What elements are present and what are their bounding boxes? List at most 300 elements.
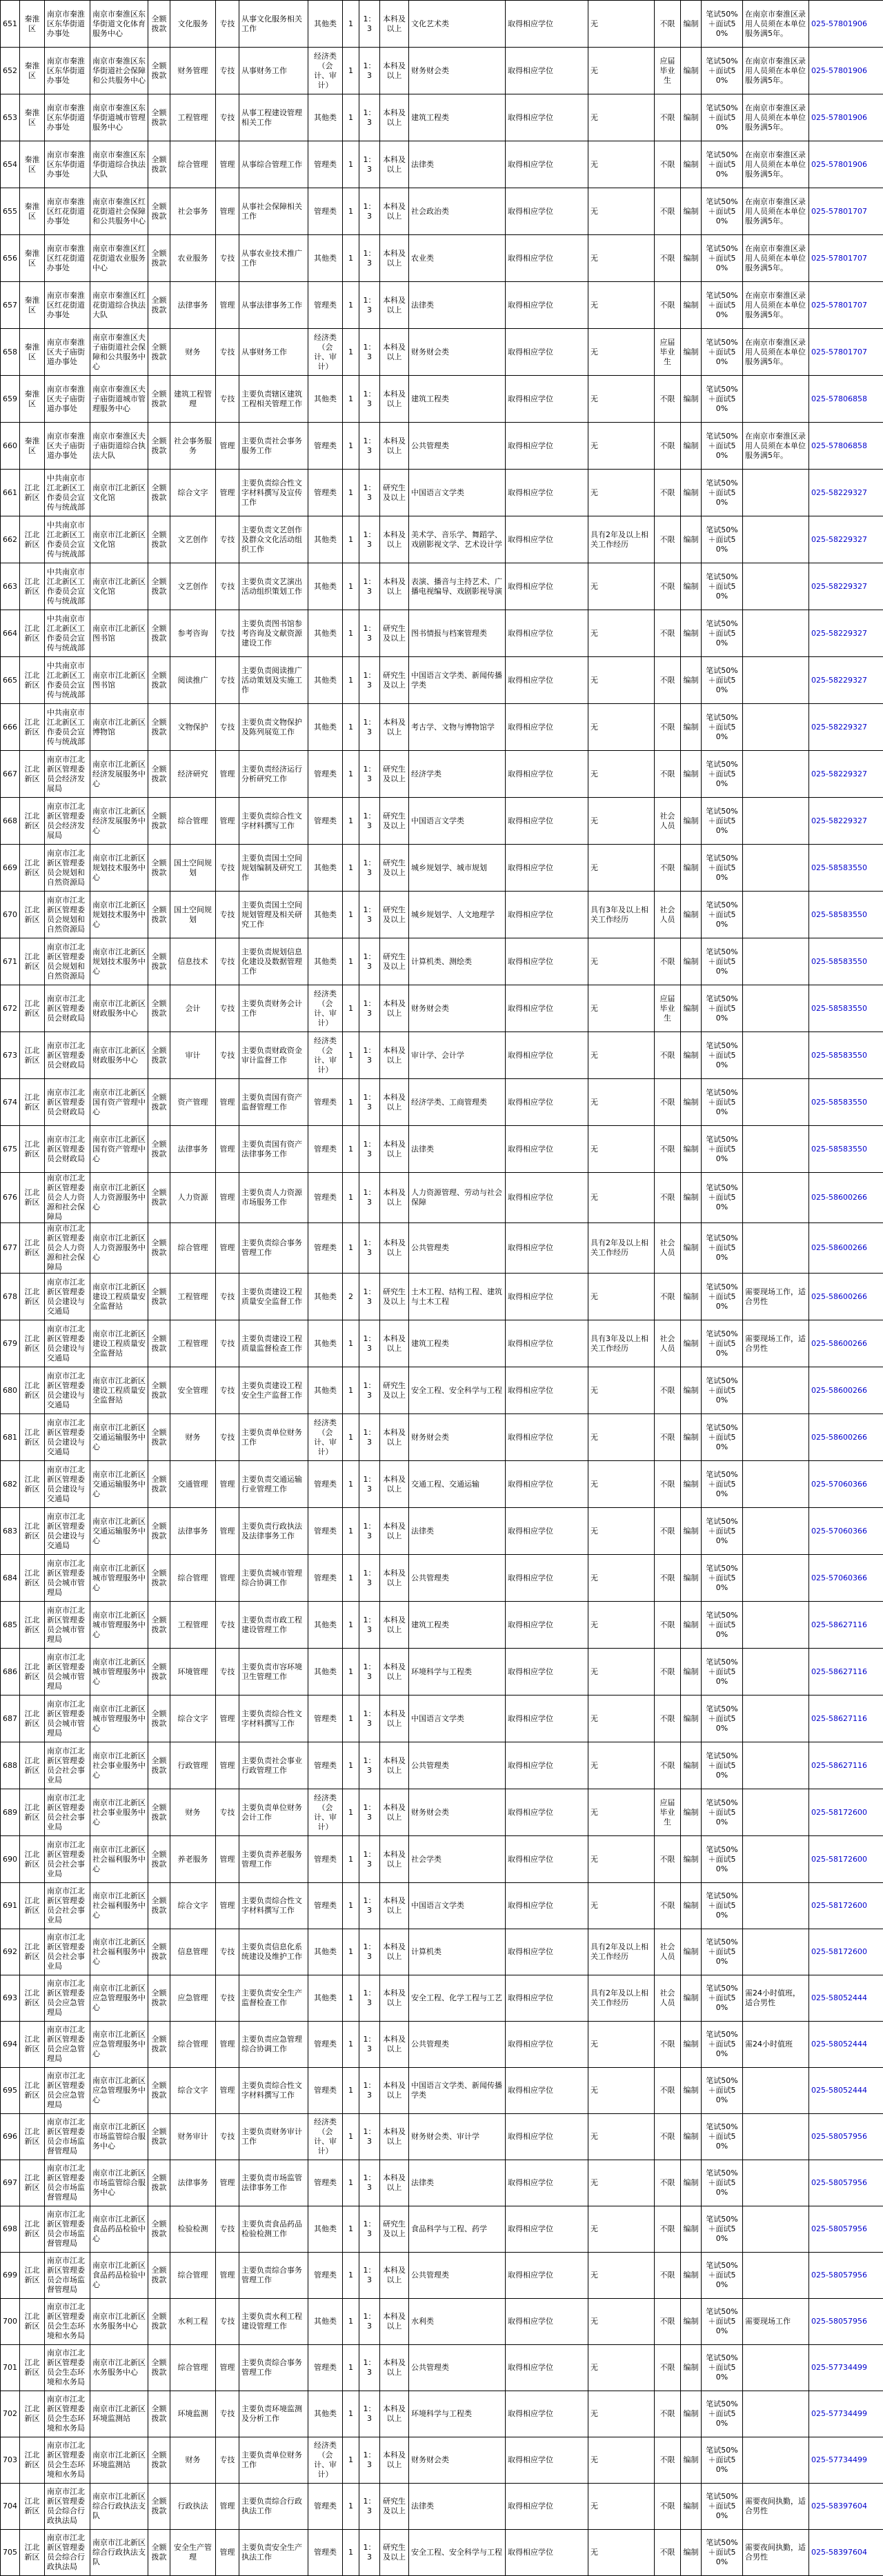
interview-ratio-cell: 1：3 [359, 2114, 380, 2160]
education-cell: 本科及以上 [380, 1223, 409, 1274]
position-code-cell: 699 [1, 2253, 20, 2299]
education-cell: 研究生及以上 [380, 938, 409, 985]
competent-department-cell: 南京市江北新区管理委员会生态环境和水务局 [45, 2437, 90, 2484]
competent-department-cell: 南京市秦淮区红花街道办事处 [45, 282, 90, 329]
competent-department-cell: 南京市江北新区管理委员会规划和自然资源局 [45, 938, 90, 985]
interview-ratio-cell: 1：3 [359, 610, 380, 657]
major-cell: 建筑工程类 [409, 1320, 506, 1367]
exam-category-cell: 管理类 [308, 1173, 343, 1223]
applicant-type-cell: 不限 [655, 516, 681, 563]
contact-phone-cell: 025-58229327 [809, 470, 883, 516]
staffing-cell: 编制 [681, 2068, 702, 2114]
position-category-cell: 管理 [216, 1508, 239, 1555]
interview-ratio-cell: 1：3 [359, 1883, 380, 1929]
funding-type-cell: 全额拨款 [148, 704, 170, 751]
remarks-cell [743, 1032, 809, 1079]
exam-category-cell: 其他类 [308, 1, 343, 48]
district-cell: 江北新区 [20, 470, 45, 516]
other-requirements-cell: 无 [588, 1602, 655, 1649]
headcount-cell: 1 [343, 2068, 359, 2114]
headcount-cell: 1 [343, 1367, 359, 1414]
position-category-cell: 专技 [216, 704, 239, 751]
exam-category-cell: 管理类 [308, 2253, 343, 2299]
exam-category-cell: 经济类（会计、审计） [308, 985, 343, 1032]
exam-method-cell: 笔试50%＋面试50% [702, 2345, 743, 2391]
exam-method-cell: 笔试50%＋面试50% [702, 1836, 743, 1883]
district-cell: 江北新区 [20, 610, 45, 657]
education-cell: 本科及以上 [380, 985, 409, 1032]
district-cell: 江北新区 [20, 1367, 45, 1414]
education-cell: 本科及以上 [380, 1649, 409, 1695]
position-code-cell: 651 [1, 1, 20, 48]
degree-cell: 取得相应学位 [506, 2114, 588, 2160]
competent-department-cell: 南京市江北新区管理委员会社会事业局 [45, 1836, 90, 1883]
contact-phone-cell: 025-58057956 [809, 2114, 883, 2160]
education-cell: 研究生及以上 [380, 845, 409, 892]
position-description-cell: 主要负责阅读推广活动策划及实施工作 [239, 657, 308, 704]
education-cell: 研究生及以上 [380, 1367, 409, 1414]
staffing-cell: 编制 [681, 1929, 702, 1975]
exam-category-cell: 经济类（会计、审计） [308, 1789, 343, 1836]
applicant-type-cell: 社会人员 [655, 892, 681, 938]
degree-cell: 取得相应学位 [506, 1126, 588, 1173]
position-description-cell: 主要负责综合行政执法工作 [239, 2484, 308, 2530]
major-cell: 城乡规划学、人文地理学 [409, 892, 506, 938]
competent-department-cell: 南京市江北新区管理委员会建设与交通局 [45, 1274, 90, 1320]
table-row [1, 2160, 883, 2206]
major-cell: 财务财会类 [409, 1789, 506, 1836]
other-requirements-cell: 无 [588, 2484, 655, 2530]
degree-cell: 取得相应学位 [506, 1789, 588, 1836]
competent-department-cell: 南京市秦淮区东华街道办事处 [45, 141, 90, 188]
exam-category-cell: 其他类 [308, 845, 343, 892]
table-row [1, 1274, 883, 1320]
contact-phone-cell: 025-57801707 [809, 235, 883, 282]
headcount-cell: 1 [343, 1126, 359, 1173]
major-cell: 财务财会类 [409, 48, 506, 94]
other-requirements-cell: 无 [588, 1414, 655, 1461]
education-cell: 本科及以上 [380, 141, 409, 188]
position-description-cell: 主要负责综合性文字材料撰写工作 [239, 1695, 308, 1742]
position-category-cell: 专技 [216, 1367, 239, 1414]
applicant-type-cell: 不限 [655, 1126, 681, 1173]
exam-method-cell: 笔试50%＋面试50% [702, 563, 743, 610]
hiring-unit-cell: 南京市江北新区交通运输服务中心 [90, 1414, 148, 1461]
interview-ratio-cell: 1：3 [359, 423, 380, 470]
position-category-cell: 管理 [216, 2484, 239, 2530]
exam-category-cell: 经济类（会计、审计） [308, 2437, 343, 2484]
hiring-unit-cell: 南京市江北新区社会福利服务中心 [90, 1883, 148, 1929]
degree-cell: 取得相应学位 [506, 892, 588, 938]
other-requirements-cell: 无 [588, 751, 655, 798]
position-name-cell: 财务 [170, 1789, 216, 1836]
exam-method-cell: 笔试50%＋面试50% [702, 1975, 743, 2022]
remarks-cell [743, 1367, 809, 1414]
interview-ratio-cell: 1：3 [359, 1789, 380, 1836]
education-cell: 研究生及以上 [380, 798, 409, 845]
staffing-cell: 编制 [681, 751, 702, 798]
position-description-cell: 主要负责综合性文字材料撰写工作 [239, 2068, 308, 2114]
position-name-cell: 阅读推广 [170, 657, 216, 704]
position-category-cell: 专技 [216, 985, 239, 1032]
remarks-cell [743, 1414, 809, 1461]
table-row [1, 1223, 883, 1274]
contact-phone-cell: 025-57060366 [809, 1555, 883, 1602]
applicant-type-cell: 不限 [655, 1649, 681, 1695]
remarks-cell [743, 2345, 809, 2391]
contact-phone-cell: 025-58229327 [809, 657, 883, 704]
position-category-cell: 专技 [216, 2391, 239, 2437]
education-cell: 本科及以上 [380, 2068, 409, 2114]
table-row [1, 2114, 883, 2160]
position-code-cell: 660 [1, 423, 20, 470]
exam-category-cell: 管理类 [308, 1836, 343, 1883]
remarks-cell [743, 1555, 809, 1602]
table-row [1, 1742, 883, 1789]
contact-phone-cell: 025-58172600 [809, 1929, 883, 1975]
hiring-unit-cell: 南京市秦淮区红花街道农业服务中心 [90, 235, 148, 282]
interview-ratio-cell: 1：3 [359, 141, 380, 188]
funding-type-cell: 全额拨款 [148, 985, 170, 1032]
applicant-type-cell: 不限 [655, 751, 681, 798]
degree-cell: 取得相应学位 [506, 1929, 588, 1975]
position-category-cell: 管理 [216, 1223, 239, 1274]
exam-method-cell: 笔试50%＋面试50% [702, 610, 743, 657]
education-cell: 本科及以上 [380, 376, 409, 423]
competent-department-cell: 南京市江北新区管理委员会综合行政执法局 [45, 2484, 90, 2530]
district-cell: 江北新区 [20, 1508, 45, 1555]
position-name-cell: 工程管理 [170, 94, 216, 141]
funding-type-cell: 全额拨款 [148, 235, 170, 282]
position-code-cell: 674 [1, 1079, 20, 1126]
contact-phone-cell: 025-58583550 [809, 892, 883, 938]
remarks-cell [743, 1836, 809, 1883]
degree-cell: 取得相应学位 [506, 610, 588, 657]
position-code-cell: 670 [1, 892, 20, 938]
position-name-cell: 农业服务 [170, 235, 216, 282]
exam-category-cell: 管理类 [308, 1883, 343, 1929]
exam-category-cell: 管理类 [308, 798, 343, 845]
remarks-cell [743, 1223, 809, 1274]
position-code-cell: 679 [1, 1320, 20, 1367]
table-row [1, 1173, 883, 1223]
contact-phone-cell: 025-58583550 [809, 845, 883, 892]
exam-method-cell: 笔试50%＋面试50% [702, 48, 743, 94]
applicant-type-cell: 不限 [655, 2022, 681, 2068]
degree-cell: 取得相应学位 [506, 1079, 588, 1126]
district-cell: 秦淮区 [20, 94, 45, 141]
position-name-cell: 国土空间规划 [170, 892, 216, 938]
hiring-unit-cell: 南京市江北新区财政服务中心 [90, 985, 148, 1032]
position-description-cell: 主要负责综合性文字材料撰写及宣传工作 [239, 470, 308, 516]
contact-phone-cell: 025-58627116 [809, 1742, 883, 1789]
applicant-type-cell: 不限 [655, 1, 681, 48]
position-category-cell: 管理 [216, 1883, 239, 1929]
position-description-cell: 主要负责辖区建筑工程相关管理工作 [239, 376, 308, 423]
major-cell: 经济学类、工商管理类 [409, 1079, 506, 1126]
funding-type-cell: 全额拨款 [148, 423, 170, 470]
position-name-cell: 交通管理 [170, 1461, 216, 1508]
education-cell: 研究生及以上 [380, 470, 409, 516]
funding-type-cell: 全额拨款 [148, 1173, 170, 1223]
position-name-cell: 文艺创作 [170, 516, 216, 563]
position-code-cell: 655 [1, 188, 20, 235]
position-description-cell: 主要负责社会事务服务工作 [239, 423, 308, 470]
other-requirements-cell: 无 [588, 1173, 655, 1223]
applicant-type-cell: 应届毕业生 [655, 48, 681, 94]
contact-phone-cell: 025-58397604 [809, 2530, 883, 2576]
major-cell: 中国语言文学类 [409, 798, 506, 845]
remarks-cell [743, 563, 809, 610]
interview-ratio-cell: 1：3 [359, 1602, 380, 1649]
position-category-cell: 专技 [216, 2114, 239, 2160]
exam-method-cell: 笔试50%＋面试50% [702, 2391, 743, 2437]
funding-type-cell: 全额拨款 [148, 1, 170, 48]
funding-type-cell: 全额拨款 [148, 1883, 170, 1929]
contact-phone-cell: 025-57806858 [809, 376, 883, 423]
position-name-cell: 水利工程 [170, 2299, 216, 2345]
funding-type-cell: 全额拨款 [148, 2114, 170, 2160]
position-name-cell: 行政管理 [170, 1742, 216, 1789]
staffing-cell: 编制 [681, 985, 702, 1032]
headcount-cell: 1 [343, 1, 359, 48]
contact-phone-cell: 025-58583550 [809, 1126, 883, 1173]
competent-department-cell: 中共南京市江北新区工作委员会宣传与统战部 [45, 470, 90, 516]
exam-category-cell: 管理类 [308, 2068, 343, 2114]
funding-type-cell: 全额拨款 [148, 2206, 170, 2253]
applicant-type-cell: 不限 [655, 2068, 681, 2114]
table-row [1, 985, 883, 1032]
position-code-cell: 668 [1, 798, 20, 845]
degree-cell: 取得相应学位 [506, 329, 588, 376]
interview-ratio-cell: 1：3 [359, 2484, 380, 2530]
funding-type-cell: 全额拨款 [148, 1032, 170, 1079]
exam-method-cell: 笔试50%＋面试50% [702, 1555, 743, 1602]
degree-cell: 取得相应学位 [506, 2299, 588, 2345]
hiring-unit-cell: 南京市江北新区文化馆 [90, 470, 148, 516]
position-name-cell: 社会事务服务 [170, 423, 216, 470]
exam-category-cell: 其他类 [308, 1274, 343, 1320]
district-cell: 江北新区 [20, 1414, 45, 1461]
position-name-cell: 文艺创作 [170, 563, 216, 610]
district-cell: 秦淮区 [20, 329, 45, 376]
other-requirements-cell: 无 [588, 610, 655, 657]
education-cell: 研究生及以上 [380, 2206, 409, 2253]
position-description-cell: 主要负责建设工程安全生产监督工作 [239, 1367, 308, 1414]
education-cell: 本科及以上 [380, 1742, 409, 1789]
contact-phone-cell: 025-57801707 [809, 329, 883, 376]
position-category-cell: 专技 [216, 657, 239, 704]
table-row [1, 2437, 883, 2484]
degree-cell: 取得相应学位 [506, 1883, 588, 1929]
exam-method-cell: 笔试50%＋面试50% [702, 1223, 743, 1274]
interview-ratio-cell: 1：3 [359, 2530, 380, 2576]
position-description-cell: 主要负责文艺创作及群众文化活动组织工作 [239, 516, 308, 563]
headcount-cell: 1 [343, 1555, 359, 1602]
position-code-cell: 695 [1, 2068, 20, 2114]
major-cell: 交通工程、交通运输 [409, 1461, 506, 1508]
interview-ratio-cell: 1：3 [359, 751, 380, 798]
funding-type-cell: 全额拨款 [148, 1602, 170, 1649]
applicant-type-cell: 不限 [655, 188, 681, 235]
position-description-cell: 从事法律事务工作 [239, 282, 308, 329]
position-code-cell: 702 [1, 2391, 20, 2437]
headcount-cell: 1 [343, 1602, 359, 1649]
position-name-cell: 综合管理 [170, 798, 216, 845]
staffing-cell: 编制 [681, 563, 702, 610]
staffing-cell: 编制 [681, 141, 702, 188]
other-requirements-cell: 无 [588, 1274, 655, 1320]
hiring-unit-cell: 南京市江北新区城市管理服务中心 [90, 1555, 148, 1602]
other-requirements-cell: 无 [588, 2299, 655, 2345]
position-description-cell: 从事农业技术推广工作 [239, 235, 308, 282]
position-name-cell: 安全管理 [170, 1367, 216, 1414]
degree-cell: 取得相应学位 [506, 1274, 588, 1320]
position-name-cell: 环境管理 [170, 1649, 216, 1695]
exam-category-cell: 其他类 [308, 1320, 343, 1367]
exam-category-cell: 其他类 [308, 563, 343, 610]
position-code-cell: 659 [1, 376, 20, 423]
education-cell: 本科及以上 [380, 188, 409, 235]
staffing-cell: 编制 [681, 704, 702, 751]
interview-ratio-cell: 1：3 [359, 704, 380, 751]
position-category-cell: 专技 [216, 1929, 239, 1975]
exam-method-cell: 笔试50%＋面试50% [702, 657, 743, 704]
applicant-type-cell: 不限 [655, 1414, 681, 1461]
major-cell: 中国语言文学类 [409, 1883, 506, 1929]
exam-method-cell: 笔试50%＋面试50% [702, 2022, 743, 2068]
funding-type-cell: 全额拨款 [148, 1742, 170, 1789]
remarks-cell: 在南京市秦淮区录用人员须在本单位服务满5年。 [743, 141, 809, 188]
headcount-cell: 1 [343, 282, 359, 329]
education-cell: 本科及以上 [380, 1414, 409, 1461]
competent-department-cell: 南京市江北新区管理委员会财政局 [45, 1079, 90, 1126]
interview-ratio-cell: 1：3 [359, 188, 380, 235]
hiring-unit-cell: 南京市江北新区市场监管综合服务中心 [90, 2114, 148, 2160]
education-cell: 本科及以上 [380, 1975, 409, 2022]
hiring-unit-cell: 南京市江北新区博物馆 [90, 704, 148, 751]
district-cell: 江北新区 [20, 1836, 45, 1883]
position-name-cell: 人力资源 [170, 1173, 216, 1223]
position-name-cell: 综合文字 [170, 1695, 216, 1742]
hiring-unit-cell: 南京市江北新区经济发展服务中心 [90, 798, 148, 845]
staffing-cell: 编制 [681, 1555, 702, 1602]
exam-method-cell: 笔试50%＋面试50% [702, 938, 743, 985]
exam-category-cell: 管理类 [308, 2530, 343, 2576]
other-requirements-cell: 无 [588, 704, 655, 751]
applicant-type-cell: 不限 [655, 376, 681, 423]
hiring-unit-cell: 南京市江北新区城市管理服务中心 [90, 1649, 148, 1695]
district-cell: 江北新区 [20, 2253, 45, 2299]
exam-category-cell: 管理类 [308, 2484, 343, 2530]
applicant-type-cell: 不限 [655, 2114, 681, 2160]
interview-ratio-cell: 1：3 [359, 1929, 380, 1975]
position-name-cell: 法律事务 [170, 1508, 216, 1555]
other-requirements-cell: 无 [588, 1555, 655, 1602]
interview-ratio-cell: 1：3 [359, 2345, 380, 2391]
exam-method-cell: 笔试50%＋面试50% [702, 1367, 743, 1414]
table-row [1, 1126, 883, 1173]
other-requirements-cell: 无 [588, 2160, 655, 2206]
district-cell: 江北新区 [20, 2160, 45, 2206]
degree-cell: 取得相应学位 [506, 751, 588, 798]
exam-category-cell: 其他类 [308, 610, 343, 657]
major-cell: 社会学类 [409, 1836, 506, 1883]
remarks-cell: 需24小时值班，适合男性 [743, 1975, 809, 2022]
competent-department-cell: 南京市江北新区管理委员会经济发展局 [45, 751, 90, 798]
position-category-cell: 专技 [216, 892, 239, 938]
remarks-cell [743, 845, 809, 892]
position-category-cell: 专技 [216, 938, 239, 985]
position-name-cell: 环境监测 [170, 2391, 216, 2437]
headcount-cell: 1 [343, 516, 359, 563]
position-code-cell: 675 [1, 1126, 20, 1173]
exam-method-cell: 笔试50%＋面试50% [702, 2253, 743, 2299]
position-category-cell: 管理 [216, 1695, 239, 1742]
contact-phone-cell: 025-58172600 [809, 1836, 883, 1883]
district-cell: 江北新区 [20, 563, 45, 610]
headcount-cell: 1 [343, 704, 359, 751]
hiring-unit-cell: 南京市江北新区规划技术服务中心 [90, 845, 148, 892]
exam-category-cell: 管理类 [308, 1223, 343, 1274]
position-category-cell: 专技 [216, 1320, 239, 1367]
hiring-unit-cell: 南京市江北新区建设工程质量安全监督站 [90, 1367, 148, 1414]
other-requirements-cell: 无 [588, 2437, 655, 2484]
position-name-cell: 综合管理 [170, 141, 216, 188]
position-category-cell: 管理 [216, 2345, 239, 2391]
hiring-unit-cell: 南京市江北新区水务服务中心 [90, 2345, 148, 2391]
district-cell: 江北新区 [20, 2345, 45, 2391]
interview-ratio-cell: 1：3 [359, 235, 380, 282]
position-name-cell: 财务管理 [170, 48, 216, 94]
hiring-unit-cell: 南京市江北新区国有资产管理中心 [90, 1079, 148, 1126]
competent-department-cell: 南京市江北新区管理委员会应急管理局 [45, 2022, 90, 2068]
competent-department-cell: 南京市江北新区管理委员会城市管理局 [45, 1555, 90, 1602]
major-cell: 法律类 [409, 282, 506, 329]
headcount-cell: 1 [343, 2022, 359, 2068]
applicant-type-cell: 不限 [655, 2484, 681, 2530]
education-cell: 研究生及以上 [380, 610, 409, 657]
table-row [1, 376, 883, 423]
table-row [1, 470, 883, 516]
remarks-cell: 需要现场工作 [743, 2299, 809, 2345]
funding-type-cell: 全额拨款 [148, 563, 170, 610]
degree-cell: 取得相应学位 [506, 235, 588, 282]
position-category-cell: 专技 [216, 1789, 239, 1836]
position-code-cell: 701 [1, 2345, 20, 2391]
position-name-cell: 工程管理 [170, 1602, 216, 1649]
hiring-unit-cell: 南京市江北新区文化馆 [90, 563, 148, 610]
staffing-cell: 编制 [681, 938, 702, 985]
interview-ratio-cell: 1：3 [359, 470, 380, 516]
staffing-cell: 编制 [681, 188, 702, 235]
headcount-cell: 1 [343, 48, 359, 94]
position-code-cell: 671 [1, 938, 20, 985]
other-requirements-cell: 无 [588, 2068, 655, 2114]
position-code-cell: 694 [1, 2022, 20, 2068]
funding-type-cell: 全额拨款 [148, 188, 170, 235]
position-category-cell: 管理 [216, 1742, 239, 1789]
major-cell: 公共管理类 [409, 1555, 506, 1602]
position-category-cell: 专技 [216, 235, 239, 282]
degree-cell: 取得相应学位 [506, 1742, 588, 1789]
exam-method-cell: 笔试50%＋面试50% [702, 2206, 743, 2253]
headcount-cell: 1 [343, 235, 359, 282]
exam-method-cell: 笔试50%＋面试50% [702, 704, 743, 751]
funding-type-cell: 全额拨款 [148, 2391, 170, 2437]
table-row [1, 2206, 883, 2253]
table-row [1, 1789, 883, 1836]
